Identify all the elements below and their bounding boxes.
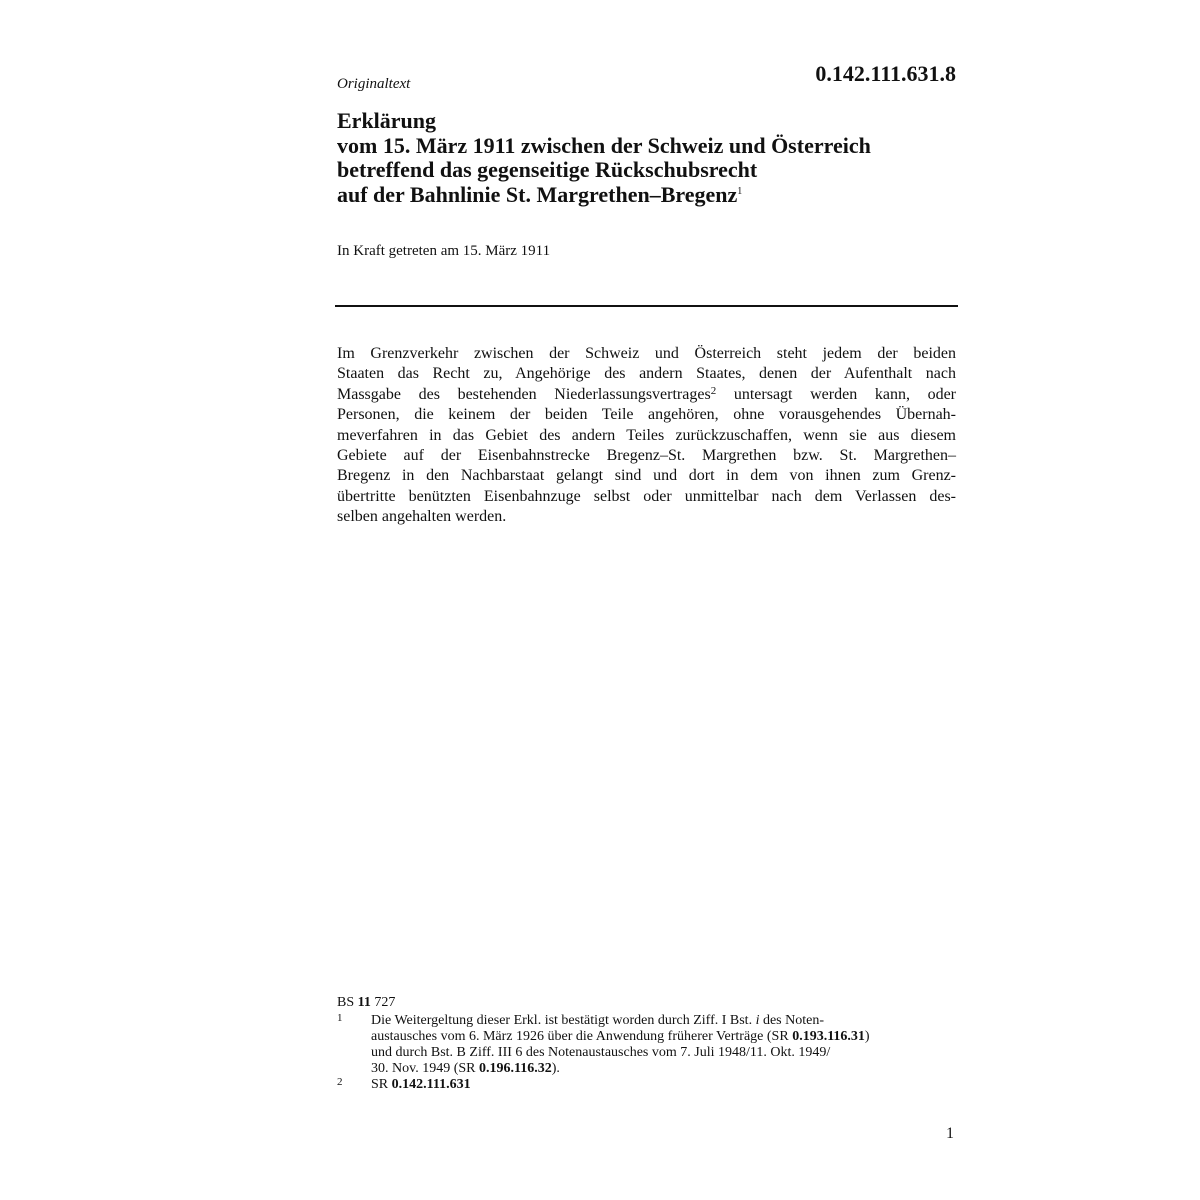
body-line: Bregenz in den Nachbarstaat gelangt sind und dort in dem von ihnen zum Grenz- xyxy=(337,467,956,485)
bs-reference xyxy=(337,995,957,1011)
footnote-line xyxy=(371,1061,957,1077)
body-line: Im Grenzverkehr zwischen der Schweiz und Österreich steht jedem der beiden xyxy=(337,345,956,362)
footnote-line xyxy=(371,1029,957,1045)
title-line-4-text: auf der Bahnlinie St. Margrethen–Bregenz xyxy=(337,181,738,207)
body-line-text: untersagt werden kann, oder xyxy=(716,385,957,403)
footnote-text: 30. Nov. 1949 (SR xyxy=(371,1061,479,1076)
footnote-italic: i xyxy=(755,1013,760,1028)
title-line-1: Erklärung xyxy=(337,108,437,133)
document-title xyxy=(337,109,957,207)
body-line xyxy=(337,385,956,405)
footnote-text: austausches vom 6. März 1926 über die Anwendung früherer Verträge (SR xyxy=(371,1029,793,1044)
horizontal-rule xyxy=(335,305,958,307)
footnote-text: des Noten- xyxy=(759,1013,825,1028)
footnote-ref-1[interactable]: 1 xyxy=(737,185,743,197)
footnote-2 xyxy=(337,1077,957,1093)
body-line: meverfahren in das Gebiet des andern Teiles zurückzuschaffen, wenn sie aus diesem xyxy=(337,426,956,444)
footnote-line: und durch Bst. B Ziff. III 6 des Notenaustausches vom 7. Juli 1948/11. Okt. 1949/ xyxy=(371,1045,831,1060)
original-text-label: Originaltext xyxy=(337,76,411,92)
bs-volume: 11 xyxy=(357,995,371,1010)
footnote-line xyxy=(371,1077,957,1093)
bs-page: 727 xyxy=(370,995,396,1010)
footnote-ref-2[interactable]: 2 xyxy=(710,384,717,397)
footnote-text: SR xyxy=(371,1077,392,1092)
bs-prefix: BS xyxy=(337,995,358,1010)
body-line: Personen, die keinem der beiden Teile angehören, ohne vorausgehendes Übernah- xyxy=(337,406,956,424)
body-line: übertritte benützten Eisenbahnzuge selbst oder unmittelbar nach dem Verlassen des- xyxy=(337,487,956,505)
body-line-text: Massgabe des bestehenden Niederlassungsvertrages xyxy=(337,385,711,403)
body-line: Staaten das Recht zu, Angehörige des andern Staates, denen der Aufenthalt nach xyxy=(337,365,956,383)
footnote-text: Die Weitergeltung dieser Erkl. ist bestätigt worden durch Ziff. I Bst. xyxy=(371,1013,756,1028)
body-line: Gebiete auf der Eisenbahnstrecke Bregenz–St. Margrethen bzw. St. Margrethen– xyxy=(337,446,956,464)
sr-link[interactable]: 0.193.116.31 xyxy=(792,1029,865,1044)
footnotes-section xyxy=(337,995,957,1093)
title-line-4 xyxy=(337,183,957,208)
title-line-3: betreffend das gegenseitige Rückschubsrecht xyxy=(337,157,758,182)
in-force-date: In Kraft getreten am 15. März 1911 xyxy=(337,243,551,259)
sr-link[interactable]: 0.142.111.631 xyxy=(391,1077,471,1092)
page-number: 1 xyxy=(946,1125,954,1142)
footnote-mark: 1 xyxy=(337,1012,343,1024)
footnote-1 xyxy=(337,1013,957,1077)
footnote-line xyxy=(371,1013,957,1029)
footnote-text: ) xyxy=(864,1029,870,1044)
footnote-text: ). xyxy=(551,1061,560,1076)
footnote-mark: 2 xyxy=(337,1076,343,1088)
title-line-2: vom 15. März 1911 zwischen der Schweiz und Österreich xyxy=(337,132,871,158)
sr-number: 0.142.111.631.8 xyxy=(815,61,956,86)
sr-link[interactable]: 0.196.116.32 xyxy=(479,1061,552,1076)
body-line: selben angehalten werden. xyxy=(337,508,507,526)
body-paragraph xyxy=(337,344,956,528)
